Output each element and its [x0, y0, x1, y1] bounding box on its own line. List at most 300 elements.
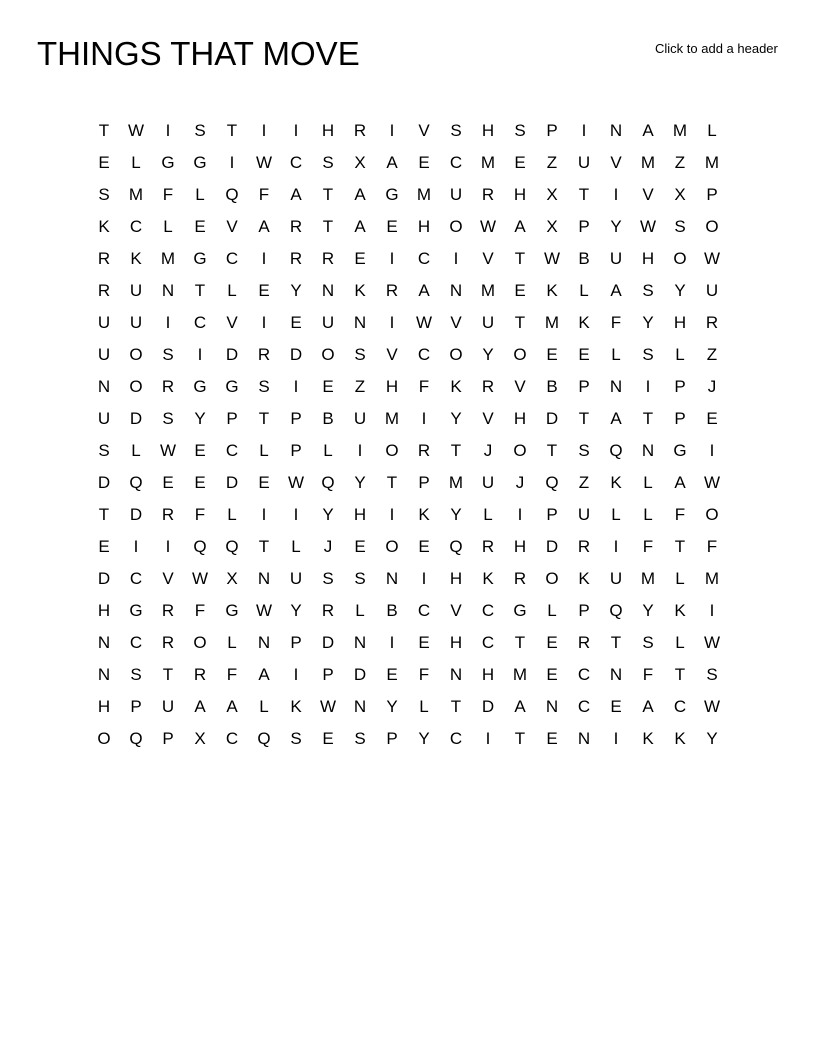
grid-letter: H	[97, 601, 111, 620]
grid-letter: L	[675, 345, 685, 364]
grid-letter: M	[128, 185, 144, 204]
grid-letter: Q	[449, 537, 463, 556]
grid-letter: R	[257, 345, 271, 364]
grid-letter: P	[674, 409, 686, 428]
grid-letter: H	[641, 249, 655, 268]
grid-letter: C	[289, 153, 303, 172]
grid-letter: T	[514, 249, 526, 268]
grid-letter: I	[613, 729, 619, 748]
grid-letter: K	[674, 601, 686, 620]
grid-letter: R	[481, 537, 495, 556]
grid-letter: I	[165, 537, 171, 556]
grid-letter: A	[226, 697, 238, 716]
grid-letter: K	[610, 473, 622, 492]
grid-letter: I	[517, 505, 523, 524]
grid-letter: W	[287, 473, 305, 492]
grid-letter: O	[705, 217, 719, 236]
grid-letter: T	[610, 633, 622, 652]
grid-letter: Y	[674, 281, 686, 300]
grid-letter: N	[641, 441, 655, 460]
grid-letter: G	[673, 441, 687, 460]
grid-letter: M	[512, 665, 528, 684]
grid-letter: I	[389, 505, 395, 524]
grid-letter: L	[611, 505, 621, 524]
grid-letter: D	[225, 473, 239, 492]
grid-letter: U	[97, 409, 111, 428]
grid-letter: E	[98, 153, 110, 172]
grid-letter: W	[543, 249, 561, 268]
grid-letter: T	[194, 281, 206, 300]
grid-letter: W	[639, 217, 657, 236]
grid-letter: P	[290, 441, 302, 460]
grid-letter: E	[546, 665, 558, 684]
grid-letter: T	[546, 441, 558, 460]
grid-letter: O	[129, 345, 143, 364]
grid-letter: D	[481, 697, 495, 716]
grid-letter: Y	[706, 729, 718, 748]
grid-letter: R	[705, 313, 719, 332]
grid-letter: Y	[194, 409, 206, 428]
grid-letter: G	[193, 249, 207, 268]
grid-letter: S	[450, 121, 462, 140]
grid-letter: A	[674, 473, 686, 492]
grid-letter: M	[704, 153, 720, 172]
grid-letter: P	[674, 377, 686, 396]
grid-letter: K	[482, 569, 494, 588]
grid-letter: Z	[354, 377, 366, 396]
grid-letter: Y	[322, 505, 334, 524]
grid-letter: L	[611, 345, 621, 364]
grid-letter: P	[418, 473, 430, 492]
grid-letter: I	[229, 153, 235, 172]
grid-letter: K	[130, 249, 142, 268]
grid-letter: E	[418, 633, 430, 652]
grid-letter: E	[258, 281, 270, 300]
grid-letter: N	[609, 377, 623, 396]
grid-letter: I	[613, 185, 619, 204]
grid-letter: I	[197, 345, 203, 364]
grid-letter: E	[322, 729, 334, 748]
grid-letter: O	[513, 345, 527, 364]
grid-letter: T	[578, 185, 590, 204]
grid-letter: N	[97, 633, 111, 652]
grid-letter: M	[672, 121, 688, 140]
grid-letter: L	[227, 505, 237, 524]
grid-letter: R	[385, 281, 399, 300]
grid-letter: S	[514, 121, 526, 140]
grid-letter: M	[544, 313, 560, 332]
grid-letter: N	[577, 729, 591, 748]
grid-letter: N	[609, 121, 623, 140]
grid-letter: K	[642, 729, 654, 748]
grid-letter: T	[674, 665, 686, 684]
grid-letter: V	[482, 249, 494, 268]
grid-letter: L	[163, 217, 173, 236]
grid-letter: Y	[642, 313, 654, 332]
grid-letter: Q	[257, 729, 271, 748]
grid-letter: C	[449, 729, 463, 748]
grid-letter: W	[255, 153, 273, 172]
grid-letter: L	[579, 281, 589, 300]
grid-letter: T	[98, 505, 110, 524]
grid-letter: N	[161, 281, 175, 300]
grid-letter: I	[389, 121, 395, 140]
grid-letter: E	[386, 217, 398, 236]
grid-letter: E	[706, 409, 718, 428]
grid-letter: G	[385, 185, 399, 204]
grid-letter: D	[129, 409, 143, 428]
grid-letter: F	[418, 665, 430, 684]
grid-letter: J	[515, 473, 525, 492]
grid-letter: C	[225, 249, 239, 268]
grid-letter: G	[193, 377, 207, 396]
grid-letter: I	[165, 313, 171, 332]
grid-letter: S	[642, 633, 654, 652]
grid-letter: C	[417, 345, 431, 364]
grid-letter: H	[97, 697, 111, 716]
grid-letter: P	[322, 665, 334, 684]
grid-letter: P	[546, 121, 558, 140]
grid-letter: E	[290, 313, 302, 332]
grid-letter: F	[418, 377, 430, 396]
grid-letter: M	[384, 409, 400, 428]
grid-letter: O	[705, 505, 719, 524]
grid-letter: L	[227, 281, 237, 300]
grid-letter: R	[353, 121, 367, 140]
grid-letter: U	[289, 569, 303, 588]
grid-letter: P	[290, 633, 302, 652]
grid-letter: V	[418, 121, 430, 140]
grid-letter: O	[545, 569, 559, 588]
grid-letter: G	[225, 601, 239, 620]
grid-letter: R	[321, 249, 335, 268]
grid-letter: O	[385, 441, 399, 460]
grid-letter: N	[545, 697, 559, 716]
grid-letter: Q	[225, 185, 239, 204]
grid-letter: R	[161, 377, 175, 396]
grid-letter: P	[578, 217, 590, 236]
grid-letter: R	[481, 377, 495, 396]
grid-letter: C	[577, 665, 591, 684]
grid-letter: Y	[642, 601, 654, 620]
grid-letter: Y	[290, 281, 302, 300]
grid-letter: U	[129, 313, 143, 332]
grid-letter: V	[450, 601, 462, 620]
grid-letter: S	[322, 153, 334, 172]
grid-letter: S	[706, 665, 718, 684]
grid-letter: F	[194, 601, 206, 620]
grid-letter: Z	[546, 153, 558, 172]
grid-letter: I	[261, 505, 267, 524]
grid-letter: E	[258, 473, 270, 492]
grid-letter: N	[609, 665, 623, 684]
grid-letter: K	[578, 313, 590, 332]
grid-letter: U	[577, 505, 591, 524]
grid-letter: Y	[418, 729, 430, 748]
grid-letter: S	[98, 185, 110, 204]
grid-letter: S	[354, 345, 366, 364]
grid-letter: U	[97, 313, 111, 332]
grid-letter: A	[258, 217, 270, 236]
grid-letter: I	[293, 377, 299, 396]
grid-letter: T	[258, 409, 270, 428]
grid-letter: I	[261, 313, 267, 332]
grid-letter: R	[481, 185, 495, 204]
grid-letter: E	[194, 473, 206, 492]
grid-letter: I	[261, 249, 267, 268]
grid-letter: T	[226, 121, 238, 140]
grid-letter: M	[448, 473, 464, 492]
grid-letter: H	[449, 569, 463, 588]
grid-letter: A	[642, 697, 654, 716]
grid-letter: P	[578, 601, 590, 620]
grid-letter: U	[129, 281, 143, 300]
grid-letter: Q	[129, 729, 143, 748]
grid-letter: P	[706, 185, 718, 204]
grid-letter: M	[640, 569, 656, 588]
grid-letter: L	[259, 441, 269, 460]
grid-letter: Z	[674, 153, 686, 172]
grid-letter: F	[226, 665, 238, 684]
grid-letter: P	[162, 729, 174, 748]
grid-letter: T	[98, 121, 110, 140]
grid-letter: T	[450, 441, 462, 460]
grid-letter: E	[578, 345, 590, 364]
grid-letter: M	[160, 249, 176, 268]
grid-letter: S	[642, 345, 654, 364]
grid-letter: L	[131, 153, 141, 172]
grid-letter: Y	[450, 409, 462, 428]
grid-letter: U	[321, 313, 335, 332]
grid-letter: X	[674, 185, 686, 204]
grid-letter: N	[257, 633, 271, 652]
grid-letter: R	[289, 249, 303, 268]
grid-letter: T	[162, 665, 174, 684]
grid-letter: L	[323, 441, 333, 460]
grid-letter: I	[133, 537, 139, 556]
grid-letter: T	[322, 185, 334, 204]
grid-letter: C	[193, 313, 207, 332]
grid-letter: S	[258, 377, 270, 396]
grid-letter: S	[578, 441, 590, 460]
grid-letter: Q	[321, 473, 335, 492]
grid-letter: I	[709, 601, 715, 620]
grid-letter: M	[704, 569, 720, 588]
grid-letter: E	[418, 153, 430, 172]
grid-letter: U	[705, 281, 719, 300]
grid-letter: C	[449, 153, 463, 172]
grid-letter: N	[321, 281, 335, 300]
grid-letter: V	[226, 217, 238, 236]
grid-letter: L	[547, 601, 557, 620]
grid-letter: T	[674, 537, 686, 556]
grid-letter: Q	[609, 601, 623, 620]
grid-letter: O	[513, 441, 527, 460]
grid-letter: T	[642, 409, 654, 428]
grid-letter: J	[483, 441, 493, 460]
grid-letter: H	[353, 505, 367, 524]
grid-letter: E	[610, 697, 622, 716]
grid-letter: N	[353, 313, 367, 332]
grid-letter: W	[479, 217, 497, 236]
grid-letter: C	[129, 217, 143, 236]
grid-letter: O	[449, 217, 463, 236]
grid-letter: E	[98, 537, 110, 556]
grid-letter: E	[514, 153, 526, 172]
grid-letter: F	[610, 313, 622, 332]
grid-letter: W	[127, 121, 145, 140]
grid-letter: R	[97, 249, 111, 268]
grid-letter: D	[97, 569, 111, 588]
grid-letter: L	[291, 537, 301, 556]
grid-letter: F	[258, 185, 270, 204]
grid-letter: E	[514, 281, 526, 300]
grid-letter: L	[355, 601, 365, 620]
grid-letter: T	[514, 313, 526, 332]
grid-letter: I	[293, 121, 299, 140]
grid-letter: Q	[545, 473, 559, 492]
grid-letter: X	[354, 153, 366, 172]
grid-letter: V	[386, 345, 398, 364]
grid-letter: H	[481, 665, 495, 684]
grid-letter: S	[674, 217, 686, 236]
grid-letter: U	[481, 313, 495, 332]
grid-letter: J	[323, 537, 333, 556]
grid-letter: F	[642, 537, 654, 556]
grid-letter: E	[322, 377, 334, 396]
grid-letter: E	[194, 441, 206, 460]
grid-letter: M	[480, 281, 496, 300]
grid-letter: W	[703, 473, 721, 492]
grid-letter: S	[290, 729, 302, 748]
grid-letter: G	[225, 377, 239, 396]
grid-letter: U	[449, 185, 463, 204]
grid-letter: I	[709, 441, 715, 460]
grid-letter: J	[707, 377, 717, 396]
grid-letter: C	[481, 601, 495, 620]
grid-letter: G	[193, 153, 207, 172]
grid-letter: F	[674, 505, 686, 524]
grid-letter: K	[354, 281, 366, 300]
grid-letter: O	[129, 377, 143, 396]
grid-letter: I	[453, 249, 459, 268]
grid-letter: W	[703, 249, 721, 268]
grid-letter: P	[290, 409, 302, 428]
grid-letter: Q	[129, 473, 143, 492]
grid-letter: R	[417, 441, 431, 460]
grid-letter: L	[227, 633, 237, 652]
grid-letter: C	[225, 729, 239, 748]
grid-letter: O	[321, 345, 335, 364]
grid-letter: H	[449, 633, 463, 652]
grid-letter: K	[546, 281, 558, 300]
word-search-grid	[88, 115, 728, 755]
grid-letter: Y	[290, 601, 302, 620]
grid-letter: S	[322, 569, 334, 588]
grid-letter: R	[513, 569, 527, 588]
grid-letter: A	[418, 281, 430, 300]
grid-letter: I	[357, 441, 363, 460]
grid-letter: D	[129, 505, 143, 524]
grid-letter: K	[418, 505, 430, 524]
grid-letter: K	[98, 217, 110, 236]
grid-letter: F	[706, 537, 718, 556]
grid-letter: U	[353, 409, 367, 428]
grid-letter: E	[162, 473, 174, 492]
grid-letter: Y	[354, 473, 366, 492]
grid-letter: A	[642, 121, 654, 140]
grid-letter: N	[449, 281, 463, 300]
grid-letter: W	[415, 313, 433, 332]
grid-letter: O	[673, 249, 687, 268]
grid-letter: S	[194, 121, 206, 140]
grid-letter: A	[514, 217, 526, 236]
grid-letter: T	[258, 537, 270, 556]
grid-letter: A	[194, 697, 206, 716]
grid-letter: W	[159, 441, 177, 460]
grid-letter: D	[321, 633, 335, 652]
grid-letter: M	[416, 185, 432, 204]
grid-letter: N	[385, 569, 399, 588]
grid-letter: C	[673, 697, 687, 716]
grid-letter: F	[194, 505, 206, 524]
grid-letter: G	[513, 601, 527, 620]
grid-letter: H	[673, 313, 687, 332]
grid-letter: L	[643, 505, 653, 524]
grid-letter: I	[485, 729, 491, 748]
grid-letter: R	[321, 601, 335, 620]
grid-letter: P	[226, 409, 238, 428]
grid-letter: E	[194, 217, 206, 236]
grid-letter: E	[386, 665, 398, 684]
grid-letter: W	[191, 569, 209, 588]
grid-letter: S	[354, 569, 366, 588]
header-placeholder[interactable]: Click to add a header	[655, 41, 778, 56]
grid-letter: P	[386, 729, 398, 748]
grid-letter: L	[419, 697, 429, 716]
grid-letter: L	[675, 633, 685, 652]
grid-letter: S	[354, 729, 366, 748]
grid-letter: F	[642, 665, 654, 684]
grid-letter: W	[703, 633, 721, 652]
grid-letter: Q	[225, 537, 239, 556]
grid-letter: S	[130, 665, 142, 684]
grid-letter: I	[421, 569, 427, 588]
grid-letter: I	[645, 377, 651, 396]
grid-letter: I	[389, 633, 395, 652]
grid-letter: I	[293, 665, 299, 684]
grid-letter: W	[255, 601, 273, 620]
grid-letter: G	[161, 153, 175, 172]
grid-letter: H	[417, 217, 431, 236]
grid-letter: A	[514, 697, 526, 716]
grid-letter: B	[322, 409, 334, 428]
grid-letter: A	[610, 409, 622, 428]
grid-letter: W	[319, 697, 337, 716]
grid-letter: R	[97, 281, 111, 300]
grid-letter: L	[259, 697, 269, 716]
grid-letter: S	[162, 409, 174, 428]
grid-letter: H	[321, 121, 335, 140]
grid-letter: I	[421, 409, 427, 428]
grid-letter: I	[581, 121, 587, 140]
grid-letter: E	[354, 249, 366, 268]
grid-letter: L	[195, 185, 205, 204]
grid-letter: T	[578, 409, 590, 428]
grid-letter: T	[386, 473, 398, 492]
grid-letter: C	[225, 441, 239, 460]
grid-letter: O	[97, 729, 111, 748]
